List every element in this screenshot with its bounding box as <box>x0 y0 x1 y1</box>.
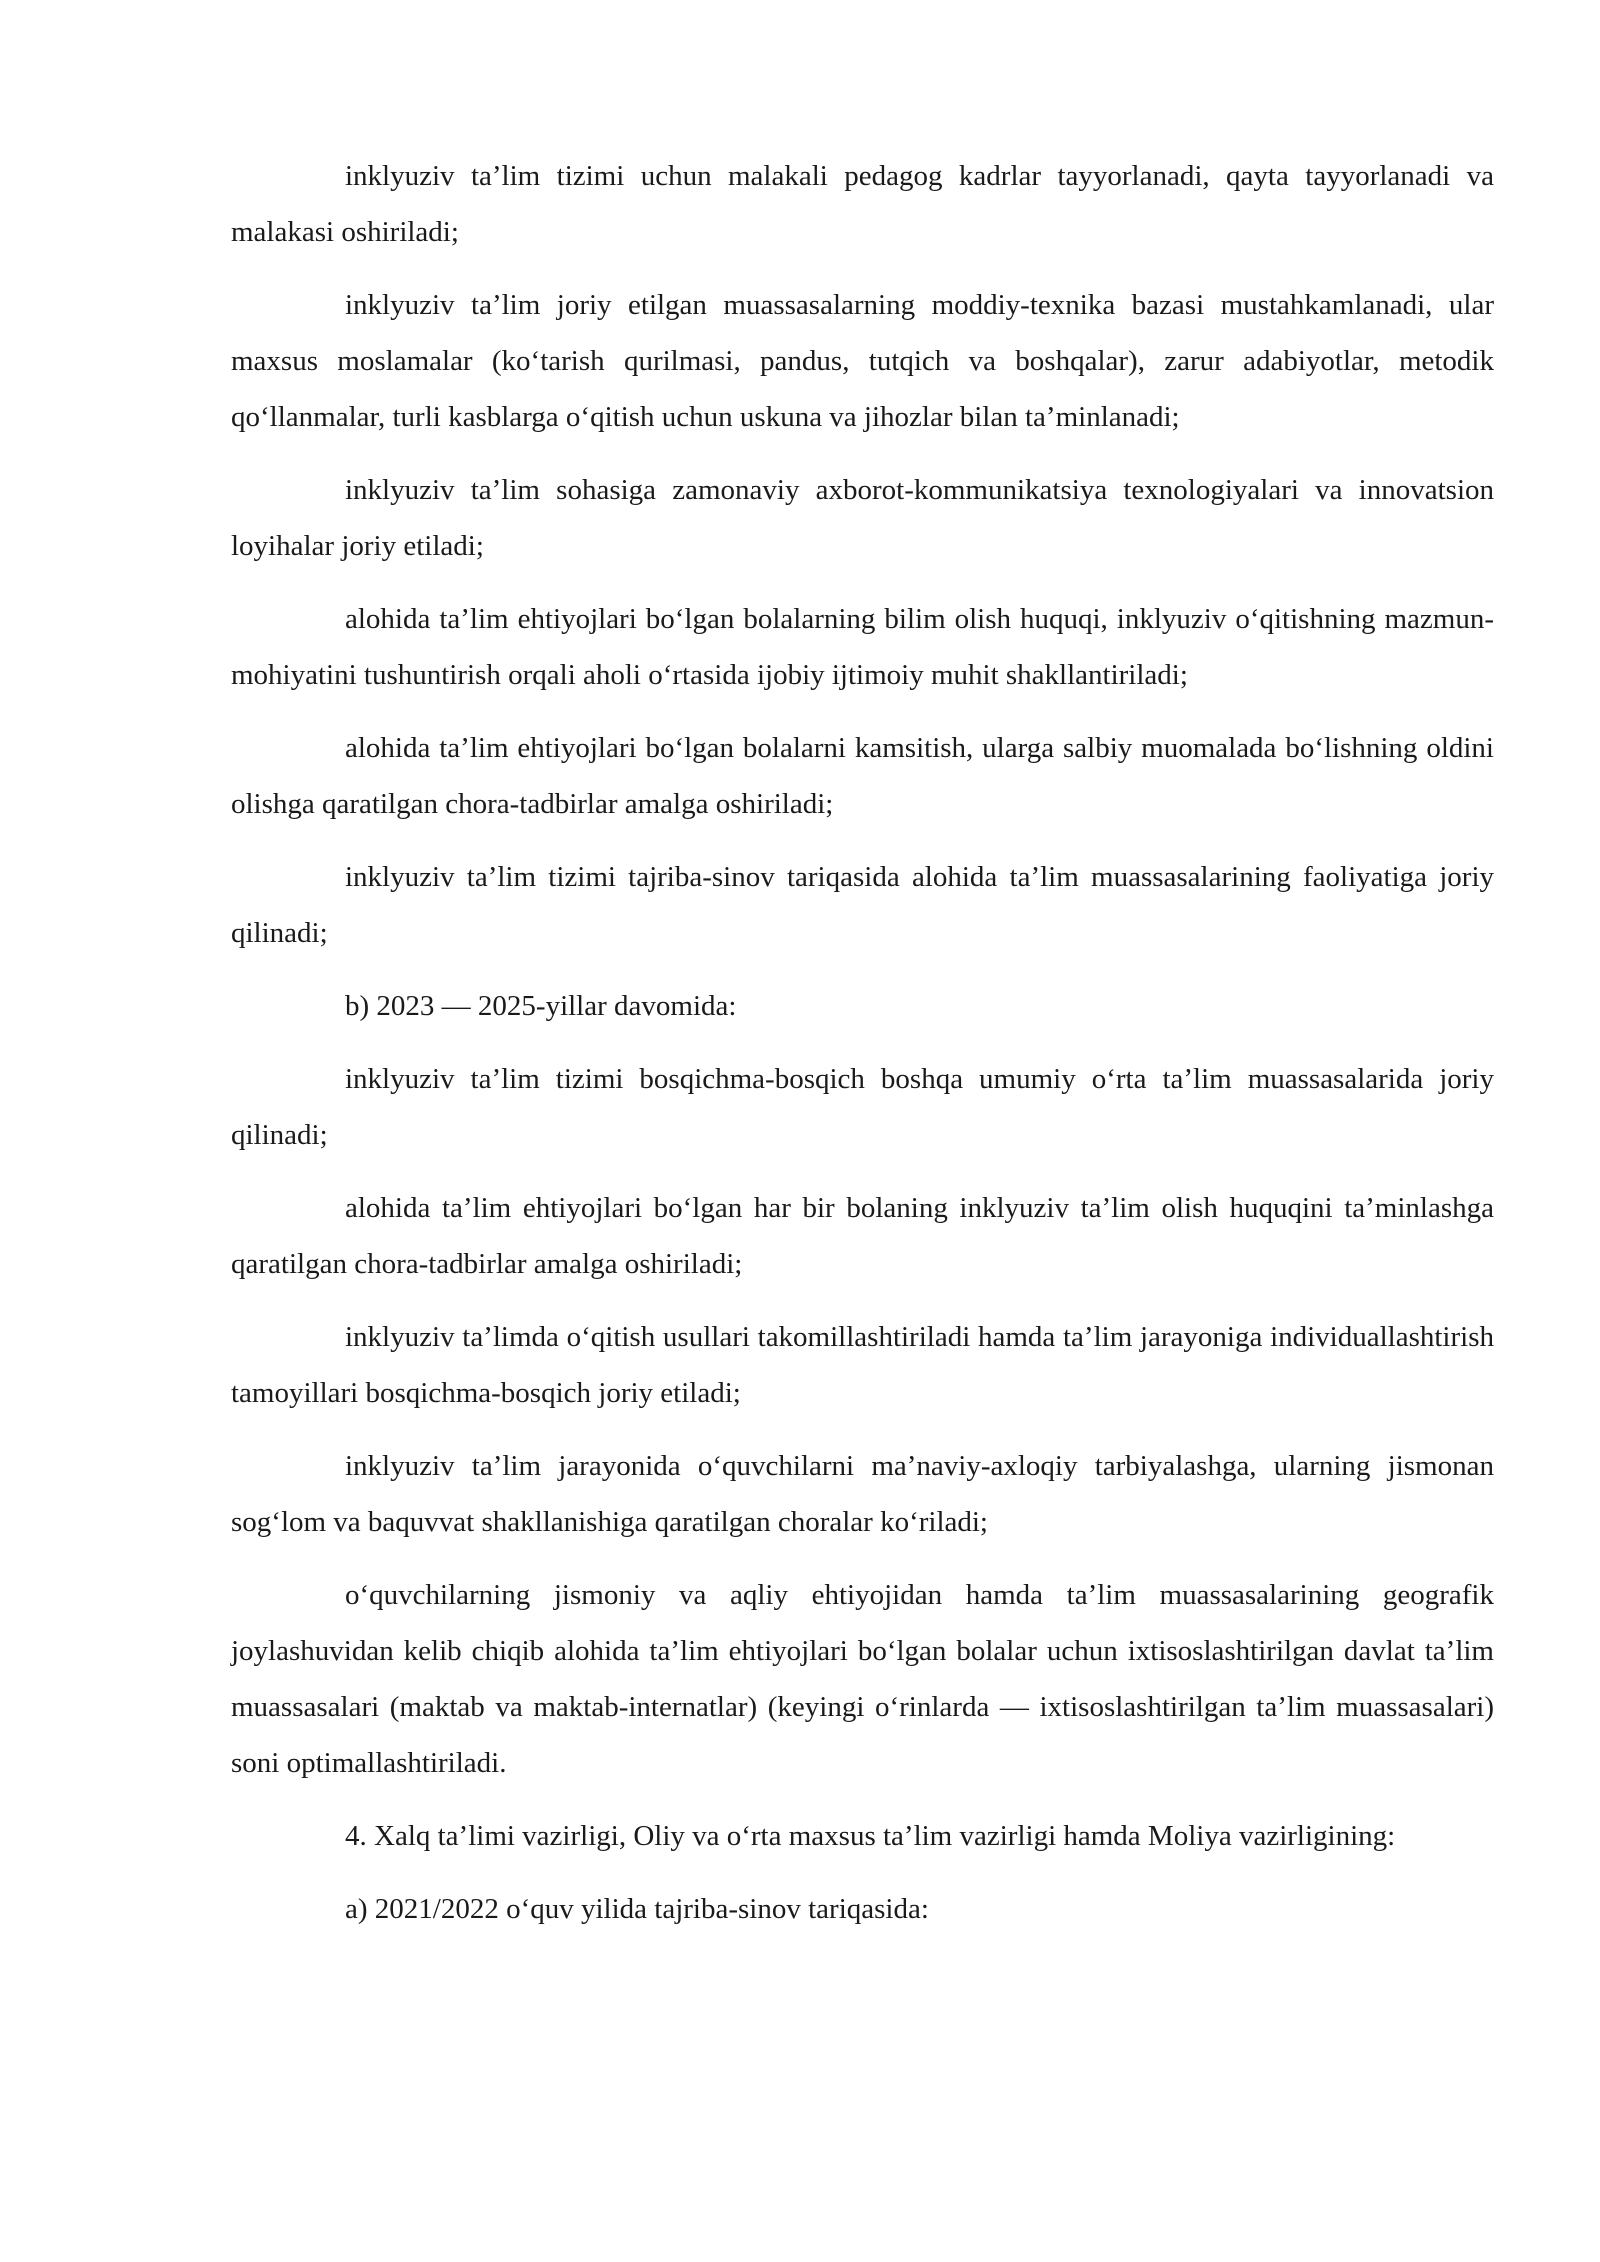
paragraph: alohida ta’lim ehtiyojlari bo‘lgan bolalarning bilim olish huquqi, inklyuziv o‘qitishning mazmun-mohiyatini tushuntirish orqali aholi o‘rtasida ijobiy ijtimoiy muhit shakllantiriladi; <box>231 603 1494 691</box>
paragraph: inklyuziv ta’lim jarayonida o‘quvchilarni ma’naviy-axloqiy tarbiyalashga, ularning jismonan sog‘lom va baquvvat shakllanishiga qaratilgan choralar ko‘riladi; <box>231 1450 1494 1538</box>
paragraph: inklyuziv ta’lim sohasiga zamonaviy axborot-kommunikatsiya texnologiyalari va innovatsion loyihalar joriy etiladi; <box>231 474 1494 562</box>
paragraph: inklyuziv ta’limda o‘qitish usullari takomillashtiriladi hamda ta’lim jarayoniga individuallashtirish tamoyillari bosqichma-bosqich joriy etiladi; <box>231 1321 1494 1409</box>
paragraph: inklyuziv ta’lim tizimi uchun malakali pedagog kadrlar tayyorlanadi, qayta tayyorlanadi va malakasi oshiriladi; <box>231 160 1494 248</box>
paragraph: o‘quvchilarning jismoniy va aqliy ehtiyojidan hamda ta’lim muassasalarining geografik joylashuvidan kelib chiqib alohida ta’lim ehtiyojlari bo‘lgan bolalar uchun ixtisoslashtirilgan davlat ta’lim muassasalari (maktab va maktab-internatlar) (keyingi o‘rinlarda — ixtisoslashtirilgan ta’lim muassasalari) soni optimallashtiriladi. <box>231 1579 1494 1779</box>
paragraph: alohida ta’lim ehtiyojlari bo‘lgan bolalarni kamsitish, ularga salbiy muomalada bo‘lishning oldini olishga qaratilgan chora-tadbirlar amalga oshiriladi; <box>231 732 1494 820</box>
paragraph: inklyuziv ta’lim tizimi tajriba-sinov tariqasida alohida ta’lim muassasalarining faoliyatiga joriy qilinadi; <box>231 861 1494 949</box>
paragraph: inklyuziv ta’lim tizimi bosqichma-bosqich boshqa umumiy o‘rta ta’lim muassasalarida joriy qilinadi; <box>231 1063 1494 1151</box>
paragraph: alohida ta’lim ehtiyojlari bo‘lgan har bir bolaning inklyuziv ta’lim olish huquqini ta’minlashga qaratilgan chora-tadbirlar amalga oshiriladi; <box>231 1192 1494 1280</box>
numbered-item-4: 4. Xalq ta’limi vazirligi, Oliy va o‘rta maxsus ta’lim vazirligi hamda Moliya vazirligining: <box>345 1820 1396 1852</box>
section-heading-a: a) 2021/2022 o‘quv yilida tajriba-sinov tariqasida: <box>345 1893 929 1925</box>
document-body <box>231 148 1494 1954</box>
paragraph: inklyuziv ta’lim joriy etilgan muassasalarning moddiy-texnika bazasi mustahkamlanadi, ular maxsus moslamalar (ko‘tarish qurilmasi, pandus, tutqich va boshqalar), zarur adabiyotlar, metodik qo‘llanmalar, turli kasblarga o‘qitish uchun uskuna va jihozlar bilan ta’minlanadi; <box>231 289 1494 433</box>
section-heading-b: b) 2023 — 2025-yillar davomida: <box>345 990 737 1022</box>
